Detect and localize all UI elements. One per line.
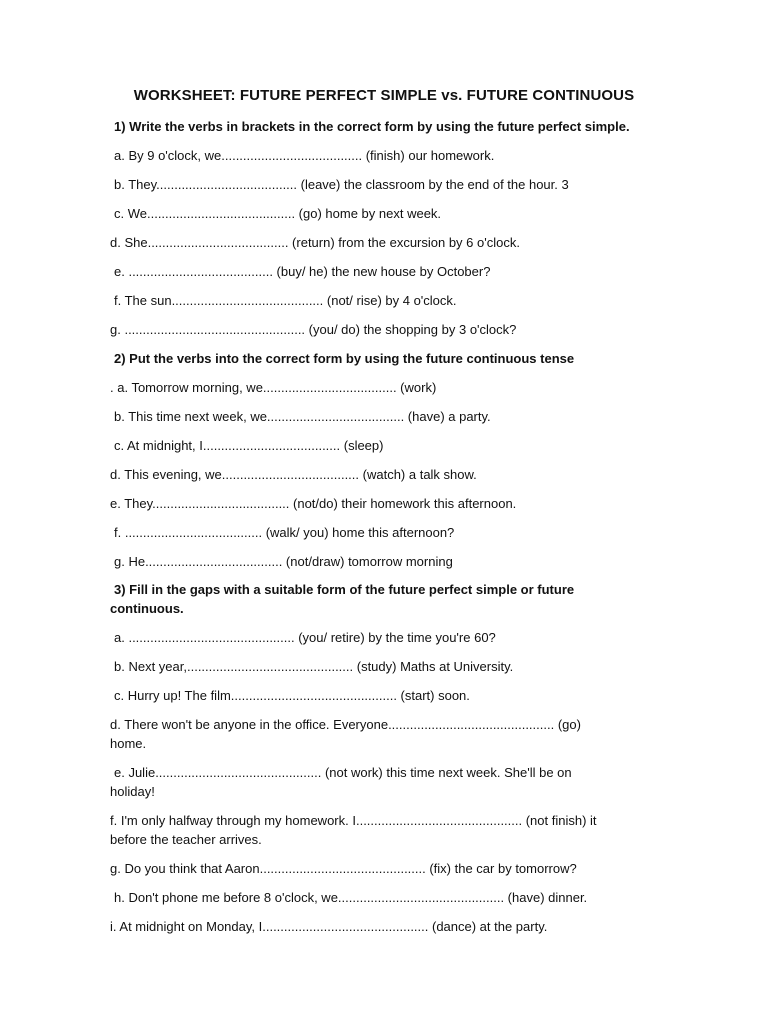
section3-heading-line1: 3) Fill in the gaps with a suitable form of the future perfect simple or future <box>114 582 575 597</box>
section3-item-d-line1: d. There won't be anyone in the office. Everyone.............................................. (go) <box>110 717 581 732</box>
section3-item-h: h. Don't phone me before 8 o'clock, we.............................................. (have) dinner. <box>114 890 588 905</box>
section1-heading: 1) Write the verbs in brackets in the correct form by using the future perfect simple. <box>114 119 630 134</box>
section3-item-a: a. .............................................. (you/ retire) by the time you're 60? <box>114 630 496 645</box>
section2-item-c: c. At midnight, I...................................... (sleep) <box>114 438 384 453</box>
section3-item-g: g. Do you think that Aaron.............................................. (fix) the car by tomorrow? <box>110 861 577 876</box>
section1-item-g: g. .................................................. (you/ do) the shopping by 3 o'clock? <box>110 322 517 337</box>
section1-item-d: d. She....................................... (return) from the excursion by 6 o'clock. <box>110 235 520 250</box>
section3-item-c: c. Hurry up! The film.............................................. (start) soon. <box>114 688 470 703</box>
worksheet-title: WORKSHEET: FUTURE PERFECT SIMPLE vs. FUTURE CONTINUOUS <box>133 87 635 104</box>
section2-heading: 2) Put the verbs into the correct form by using the future continuous tense <box>114 351 575 366</box>
section2-item-f: f. ...................................... (walk/ you) home this afternoon? <box>114 525 455 540</box>
section1-item-f: f. The sun.......................................... (not/ rise) by 4 o'clock. <box>114 293 457 308</box>
section1-item-a: a. By 9 o'clock, we....................................... (finish) our homework. <box>114 148 495 163</box>
section3-heading-line2: continuous. <box>110 601 184 616</box>
section1-item-c: c. We......................................... (go) home by next week. <box>114 206 442 221</box>
section3-item-d-line2: home. <box>110 736 147 751</box>
section2-item-d: d. This evening, we...................................... (watch) a talk show. <box>110 467 477 482</box>
section2-item-g: g. He...................................... (not/draw) tomorrow morning <box>114 554 453 569</box>
section2-item-b: b. This time next week, we...................................... (have) a party. <box>114 409 491 424</box>
section3-item-e-line2: holiday! <box>110 784 155 799</box>
section3-item-i: i. At midnight on Monday, I.............................................. (dance) at the party. <box>110 919 548 934</box>
section2-item-a: . a. Tomorrow morning, we..................................... (work) <box>110 380 437 395</box>
section1-item-e: e. ........................................ (buy/ he) the new house by October? <box>114 264 491 279</box>
section3-item-f-line2: before the teacher arrives. <box>110 832 262 847</box>
section3-item-e-line1: e. Julie.............................................. (not work) this time next week. She'll be on <box>114 765 572 780</box>
section3-item-b: b. Next year,.............................................. (study) Maths at University. <box>114 659 514 674</box>
section3-item-f-line1: f. I'm only halfway through my homework. I.............................................. (not finish) it <box>110 813 597 828</box>
section2-item-e: e. They...................................... (not/do) their homework this afternoon. <box>110 496 517 511</box>
section1-item-b: b. They....................................... (leave) the classroom by the end of the hour. 3 <box>114 177 569 192</box>
